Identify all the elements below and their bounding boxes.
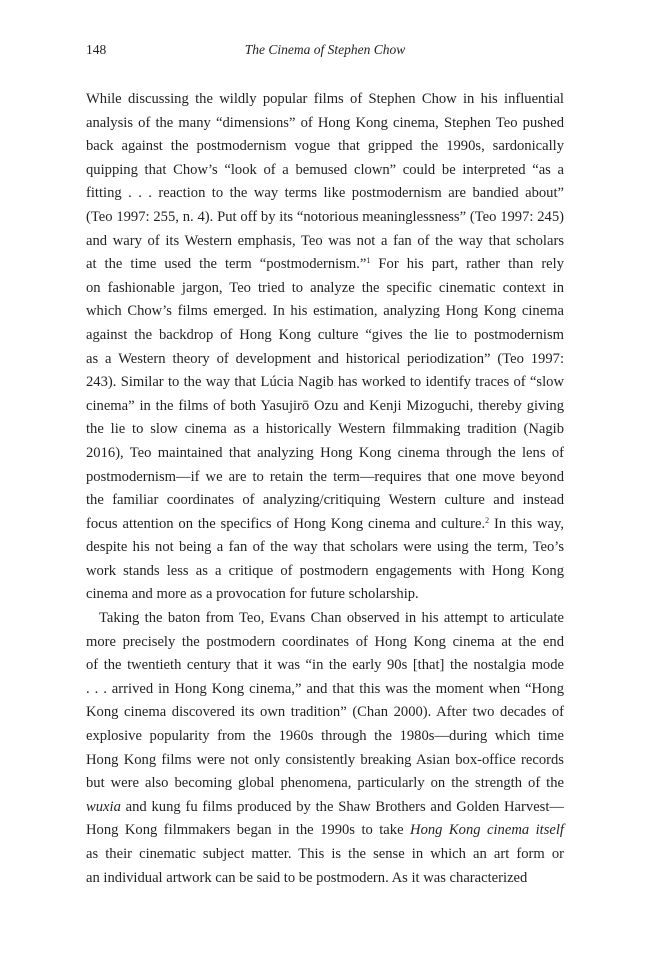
text-run: despite his not being a fan of the way that scholars were using the term, Teo’s: [86, 539, 564, 556]
text-line: [86, 324, 564, 348]
text-line: [86, 513, 564, 537]
text-line: [86, 583, 564, 607]
text-line: [86, 206, 564, 230]
text-line: [86, 442, 564, 466]
text-run: Hong Kong films were not only consistently breaking Asian box-office records: [86, 751, 564, 768]
text-run: analysis of the many “dimensions” of Hong Kong cinema, Stephen Teo pushed: [86, 114, 564, 131]
running-head: [86, 42, 564, 64]
text-line: [86, 607, 564, 631]
text-line: [86, 395, 564, 419]
text-run: postmodernism—if we are to retain the term—requires that one move beyond: [86, 468, 564, 485]
text-run: (Teo 1997: 255, n. 4). Put off by its “notorious meaninglessness” (Teo 1997: 245): [86, 208, 564, 225]
text-run: the familiar coordinates of analyzing/critiquing Western culture and instead: [86, 492, 564, 509]
text-line: [86, 418, 564, 442]
text-run: as their cinematic subject matter. This is the sense in which an art form or: [86, 846, 564, 862]
text-run: 2016), Teo maintained that analyzing Hong Kong cinema through the lens of: [86, 444, 564, 461]
text-line: [86, 112, 564, 136]
text-run: of the twentieth century that it was “in the early 90s [that] the nostalgia mode: [86, 657, 564, 674]
text-line: [86, 159, 564, 183]
text-line: [86, 277, 564, 301]
text-line: [86, 560, 564, 584]
italic-text: wuxia: [86, 798, 121, 815]
text-line: [86, 796, 564, 820]
text-run: cinema and more as a provocation for future scholarship.: [86, 586, 419, 603]
text-run: cinema” in the films of both Yasujirō Ozu and Kenji Mizoguchi, thereby giving: [86, 397, 564, 414]
text-run: While discussing the wildly popular films of Stephen Chow in his influential: [86, 91, 564, 107]
text-run: against the backdrop of Hong Kong culture “gives the lie to postmodernism: [86, 326, 564, 343]
text-run: more precisely the postmodern coordinates of Hong Kong cinema at the end: [86, 633, 564, 650]
text-line: [86, 371, 564, 395]
text-run: . . . arrived in Hong Kong cinema,” and that this was the moment when “Hong: [86, 680, 564, 697]
paragraph: [86, 88, 564, 607]
text-line: [86, 631, 564, 655]
text-run: For his part, rather than rely: [370, 256, 565, 273]
text-run: explosive popularity from the 1960s through the 1980s—during which time: [86, 728, 564, 745]
footnote-marker: 1: [366, 256, 371, 266]
text-run: but were also becoming global phenomena, particularly on the strength of the: [86, 775, 564, 792]
text-line: [86, 654, 564, 678]
text-run: fitting . . . reaction to the way terms like postmodernism are bandied about”: [86, 185, 564, 202]
text-line: [86, 230, 564, 254]
text-line: [86, 489, 564, 513]
text-run: Kong cinema discovered its own tradition” (Chan 2000). After two decades of: [86, 704, 564, 721]
page-number: 148: [86, 42, 107, 57]
text-run: focus attention on the specifics of Hong Kong cinema and culture.: [86, 515, 486, 532]
text-line: [86, 135, 564, 159]
text-run: Hong Kong filmmakers began in the 1990s to take: [86, 822, 411, 839]
text-line: [86, 867, 564, 891]
text-run: at the time used the term “postmodernism.”: [86, 256, 367, 273]
text-run: and kung fu films produced by the Shaw Brothers and Golden Harvest—: [120, 798, 564, 815]
text-run: back against the postmodernism vogue that gripped the 1990s, sardonically: [86, 138, 564, 155]
text-line: [86, 678, 564, 702]
italic-text: Hong Kong cinema itself: [410, 822, 564, 839]
running-title: The Cinema of Stephen Chow: [244, 42, 406, 57]
text-run: work stands less as a critique of postmodern engagements with Hong Kong: [86, 562, 564, 579]
text-line: [86, 348, 564, 372]
text-line: [86, 536, 564, 560]
text-line: [86, 749, 564, 773]
text-line: [86, 843, 564, 867]
text-run: on fashionable jargon, Teo tried to analyze the specific cinematic context in: [86, 279, 564, 296]
text-run: Taking the baton from Teo, Evans Chan observed in his attempt to articulate: [99, 610, 564, 627]
text-line: [86, 88, 564, 112]
text-line: [86, 182, 564, 206]
text-run: 243). Similar to the way that Lúcia Nagib has worked to identify traces of “slow: [86, 374, 564, 391]
text-run: quipping that Chow’s “look of a bemused clown” could be interpreted “as a: [86, 161, 564, 178]
text-line: [86, 819, 564, 843]
text-run: as a Western theory of development and historical periodization” (Teo 1997:: [86, 350, 564, 367]
text-run: which Chow’s films emerged. In his estimation, analyzing Hong Kong cinema: [86, 303, 564, 320]
text-line: [86, 466, 564, 490]
body-text: [86, 88, 564, 890]
text-run: the lie to slow cinema as a historically Western filmmaking tradition (Nagib: [86, 421, 564, 438]
text-run: In this way,: [489, 515, 564, 532]
text-line: [86, 725, 564, 749]
text-line: [86, 701, 564, 725]
text-run: an individual artwork can be said to be postmodern. As it was characterized: [86, 869, 528, 886]
text-run: and wary of its Western emphasis, Teo was not a fan of the way that scholars: [86, 232, 564, 249]
footnote-marker: 2: [485, 515, 490, 525]
paragraph: [86, 607, 564, 890]
text-line: [86, 253, 564, 277]
text-line: [86, 772, 564, 796]
text-line: [86, 300, 564, 324]
